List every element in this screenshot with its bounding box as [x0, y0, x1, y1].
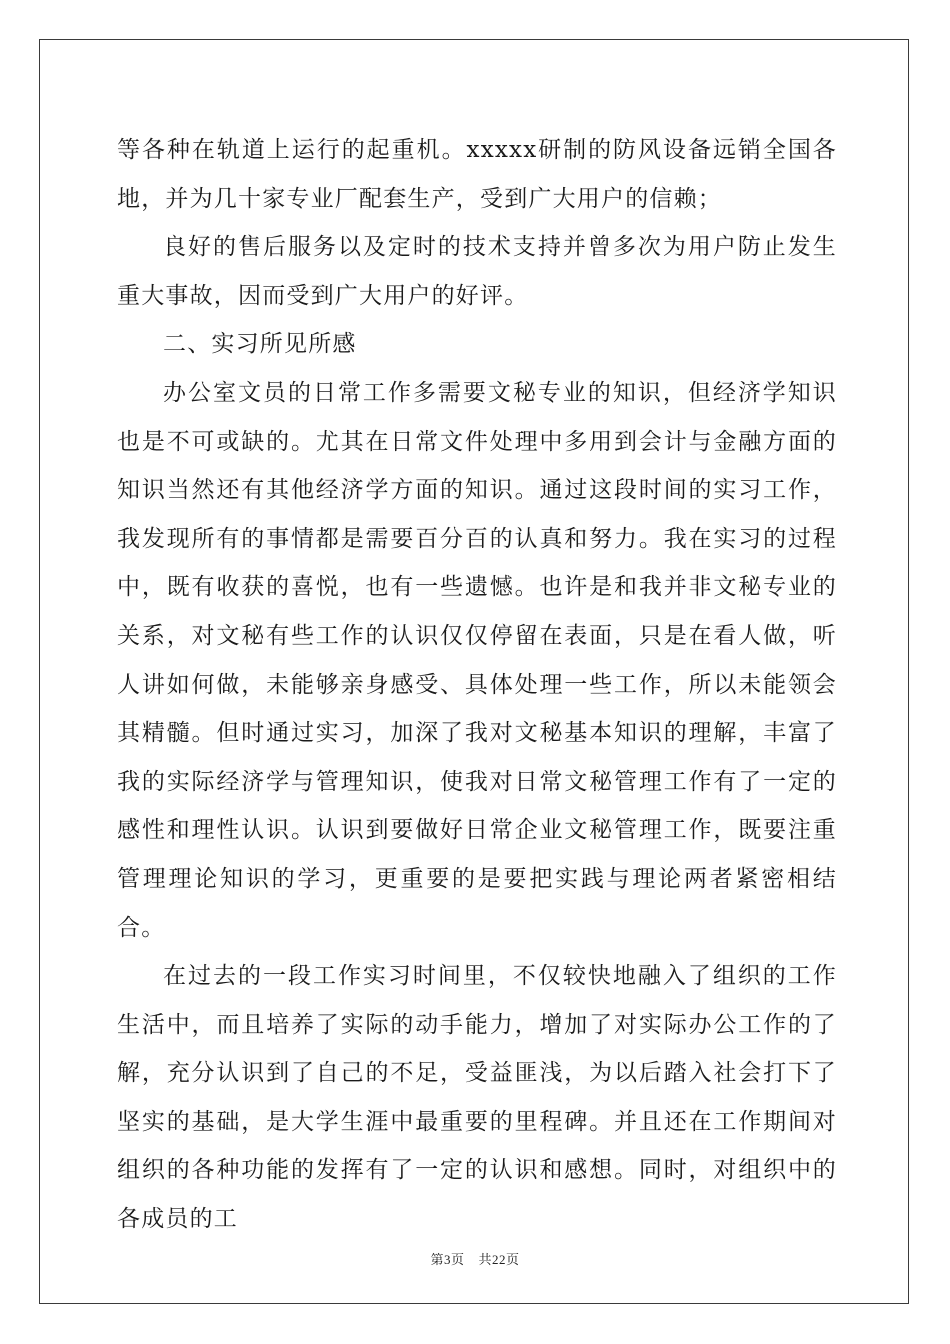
paragraph-4: 在过去的一段工作实习时间里，不仅较快地融入了组织的工作生活中，而且培养了实际的动手能力，增加了对实际办公工作的了解，充分认识到了自己的不足，受益匪浅，为以后踏入社会打下了坚实的基础，是大学生涯中最重要的里程碑。并且还在工作期间对组织的各种功能的发挥有了一定的认识和感想。同时，对组织中的各成员的工	[117, 963, 837, 1233]
paragraph-3: 办公室文员的日常工作多需要文秘专业的知识，但经济学知识也是不可或缺的。尤其在日常文件处理中多用到会计与金融方面的知识当然还有其他经济学方面的知识。通过这段时间的实习工作，我发现所有的事情都是需要百分百的认真和努力。我在实习的过程中，既有收获的喜悦，也有一些遗憾。也许是和我并非文秘专业的关系，对文秘有些工作的认识仅仅停留在表面，只是在看人做，听人讲如何做，未能够亲身感受、具体处理一些工作，所以未能领会其精髓。但时通过实习，加深了我对文秘基本知识的理解，丰富了我的实际经济学与管理知识，使我对日常文秘管理工作有了一定的感性和理性认识。认识到要做好日常企业文秘管理工作，既要注重管理理论知识的学习，更重要的是要把实践与理论两者紧密相结合。	[117, 379, 837, 941]
section-heading: 二、实习所见所感	[163, 331, 357, 358]
paragraph-2: 良好的售后服务以及定时的技术支持并曾多次为用户防止发生重大事故，因而受到广大用户的好评。	[117, 234, 837, 309]
page-total: 共22页	[478, 1252, 520, 1267]
paragraph-1: 等各种在轨道上运行的起重机。xxxxx研制的防风设备远销全国各地，并为几十家专业厂配套生产，受到广大用户的信赖；	[117, 137, 837, 212]
page-footer	[0, 1249, 950, 1268]
document-body	[117, 126, 837, 1244]
page-number: 第3页	[430, 1252, 465, 1267]
